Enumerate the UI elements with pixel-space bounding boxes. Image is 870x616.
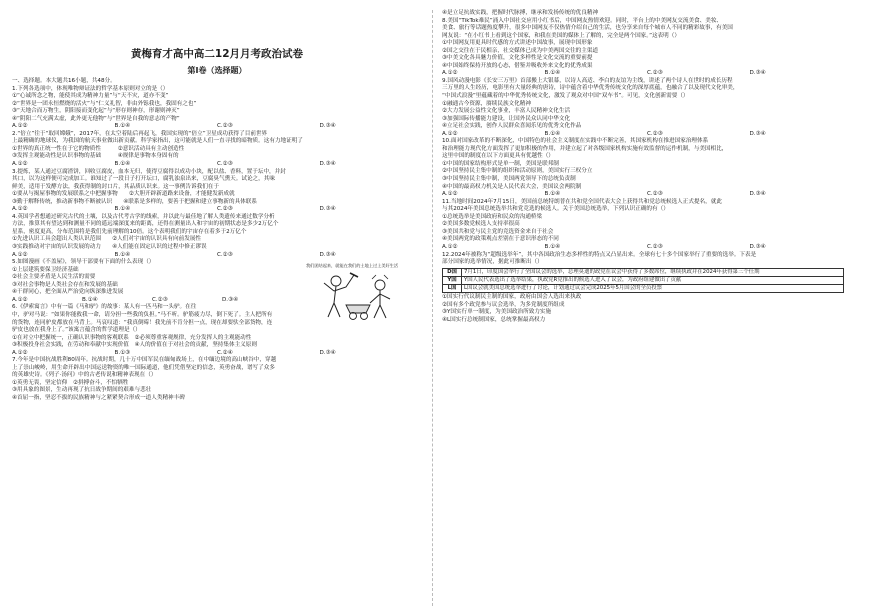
table-cell-country: L国 <box>443 285 462 293</box>
q10-item: ②中国坚持民主集中制的组织和活动原则，美国实行三权分立 <box>442 168 593 175</box>
option-a: A.①② <box>12 349 28 356</box>
q7-stem: 7.今年是中国抗战胜利80周年。抗战时期，几十万中国军民在缅甸战场上，在中缅边境的高山峡谷中，穿越 <box>12 357 277 364</box>
q5-options <box>12 297 292 305</box>
option-b: B.①③ <box>114 349 131 356</box>
q2-item: ③发挥主观能动性是认识事物的基础 ④规律是事物本身固有的 <box>12 153 179 160</box>
option-a: A.①② <box>442 191 458 198</box>
q10-stem: 10.面对国家改革的不断深化，中国特色的社会主义制度在实践中不断完善，其国家机构在推进国家治理体系 <box>442 138 709 145</box>
option-c: C.②③ <box>217 123 233 130</box>
q6-item: ③积极投身社会实践，在劳动和奉献中实现价值 ④人的价值在于对社会的贡献，坚持集体主义原则 <box>12 342 257 349</box>
option-d: D.③④ <box>749 130 766 137</box>
q3-stem: 3.提炼，某人通过豆腐渣饼，回收豆腐皮，血本无归，使得豆腐得以成功小块，配以盐、香料，置于坛中，并封 <box>12 168 286 175</box>
q8-item: ①中国网友用更具时代感的方式讲述中国故事，展现中国形象 <box>442 40 593 47</box>
q7-item: ④是立足抗战实践，把握时代脉搏，继承和发扬传统的优良精神 <box>442 10 599 16</box>
exam-title: 黄梅育才高中高二12月月考政治试卷 <box>130 48 304 60</box>
instructions: 一、选择题。本大题共16小题，共48分。 <box>12 78 116 84</box>
table-cell-country: D国 <box>443 268 462 276</box>
q8-stem: 美食、旅行等话题热度攀升，很多中国网友不仅热情介绍自己的生活，也分享来自每个城市人不同的精彩故事，有美国 <box>442 25 733 32</box>
q5-block <box>12 259 422 304</box>
q9-stem: 9.国风动漫电影《长安三万里》首部搬上大银幕，以诗人高适、李白的友谊为主线，讲述了两个诗人在世时的成长历程 <box>442 77 733 84</box>
q2-stem: 2.“倍立”往于“取回嫦娥”，2017年，在太空着陆后再起飞，我国实现的“倍立”卫星成功获得了目前世界 <box>12 130 268 137</box>
q7-stem: 的英雄史诗。《列子·汤问》中的古老传说和精神表现在（） <box>12 372 157 379</box>
q4-stem: 4.英国学者想通过研究古代的土壤，以及古代考古学的线索，并以此与最佳地了解人类遗传来通过数学分析 <box>12 213 275 220</box>
q2-item: ①世界的真正统一性在于它的物质性 ②意识活动具有主动创造性 <box>12 145 185 152</box>
q9-item: ②大力发展公益性文化事业，丰富人民精神文化生活 <box>442 108 571 115</box>
table-row <box>443 276 844 284</box>
q10-item: ①中国的国家结构形式是单一制，美国是联邦制 <box>442 160 559 167</box>
q3-stem: 鲜美，适用于发酵方法，我获得制的封口片，其品质认识来。这一事例告诉我们在于 <box>12 183 219 190</box>
option-d: D.③④ <box>749 191 766 198</box>
q1-item: ②“世界是一团永恒燃烧的活火”与“仁义礼智，非由外铄我也，我固有之也” <box>12 100 197 107</box>
q8-stem: 网友说：“在小红书上看到这个国家，和我在美国的媒体上了解的，完全是两个国家。”这表明（） <box>442 32 680 39</box>
q8-options <box>442 70 852 78</box>
option-a: A.①② <box>12 251 28 258</box>
q10-item: ④中国的最高权力机关是人民代表大会，美国议会两院制 <box>442 183 582 190</box>
option-c: C.②③ <box>152 296 168 303</box>
q7-item: ③用具象的图景，生动再现了抗日战争期间的艰难与悲壮 <box>12 387 152 394</box>
q4-stem: 方法，推算其有望达到和测量不同的遥远端深度来的距离，还得在测量出人和宇宙的初期状态是多少2万亿个 <box>12 221 279 228</box>
option-a: A.①② <box>12 206 28 213</box>
q4-item: ③实践推动对宇宙的认识发展的动力 ④人们能在固定认识的过程中修正谬误 <box>12 244 207 251</box>
option-a: A.①② <box>442 130 458 137</box>
q11-stem: 11.当地时间2024年7月15日，美国前总统特朗普在共和党全国代表大会上获得共和党总统候选人正式提名，就此 <box>442 198 722 205</box>
table-cell-text: L国议会就美国总统选举进行了讨论，计划通过议会完成2025年5月国会的全员投票 <box>462 285 844 293</box>
q10-stem: 和治理能力现代化方面发挥了更加积极的作用，并建立起了对各级国家机构实施有效监督的运作机制，与美国相比， <box>442 145 728 152</box>
option-d: D.③④ <box>319 251 336 258</box>
column-divider <box>432 10 433 606</box>
q11-item: ①总统选举是美国政府和民众的沟通桥梁 <box>442 213 543 220</box>
option-a: A.①② <box>442 243 458 250</box>
q9-item: ①融通古今资源，赓续民族文化精神 <box>442 100 531 107</box>
cartoon-illustration <box>306 261 398 323</box>
option-b: B.①④ <box>114 123 131 130</box>
q7-stem: 上了崇山峻岭，用生命开辟出中国运送物资的唯一国际通道，他们凭借坚定的信念，英勇奋战，谱写了众多 <box>12 364 275 371</box>
table-row <box>443 268 844 276</box>
table-cell-text: 7月1日，印度国会举行了全国议会的选举，总理莫迪的政党在议会中获得了多数席位，继续执政并在2024年获得第三个任期 <box>462 268 844 276</box>
q8-item: ④中国始终保持开放的心态，借鉴并吸收外来文化的优秀成果 <box>442 62 593 69</box>
option-a: A.①② <box>442 70 458 77</box>
q3-stem: 其口，以为这样便可完成加工。谁知过了一段日子打开坛口，腐乳浊泉出来，豆腐臭气熏天。试论之，其味 <box>12 176 275 183</box>
q12-item: ④L国实行总统制国家，总统掌握最高权力 <box>442 316 546 323</box>
option-b: B.①④ <box>544 243 561 250</box>
q11-item: ④美国两党的政策观点差别在于意识形态的不同 <box>442 236 559 243</box>
q12-stem: 部分国家的选举情况，据此可推断出（） <box>442 259 543 266</box>
q6-stem: 的货物，连同驴皮都放在马背上。马哀叹道：“我真倒霉！我先前不肯分担一点，现在却要驮全部货物，连 <box>12 319 273 326</box>
q10-stem: 这里中国的制度在以下方面更具有优越性（） <box>442 153 554 160</box>
q5-item: ②社会主要矛盾是人民生活的需要 <box>12 274 96 281</box>
table-cell-text: Y国人民代表选出了选举结果，执政党R党推出的候选人进入了议会，为政府组建做出了贡献 <box>462 276 844 284</box>
q10-options <box>442 191 852 199</box>
option-c: C.②③ <box>647 70 663 77</box>
q4-stem: 星系，密度更高，分布范围将是我们先前理解的10倍。这个表明我们的宇宙存在着多于2万亿个 <box>12 228 247 235</box>
q11-stem: 与其2024年美国总统选举共和党竞选的候选人。关于美国总统选举，下列认识正确的有（） <box>442 206 669 213</box>
option-a: A.①② <box>12 161 28 168</box>
q5-item: ①上层建筑要保卫经济基础 <box>12 266 79 273</box>
right-column <box>442 10 852 324</box>
q3-item: ③勤于解释传统，推动新事物不断被认识 ④联系是多样的，要善于把握和建立事物新的具体联系 <box>12 198 257 205</box>
option-d: D.③④ <box>319 206 336 213</box>
q1-options <box>12 123 422 131</box>
cartoon-caption: 我们团结起来，就能在我们的土地上过上美好生活 <box>306 263 398 269</box>
q12-item: ②国有多个政党参与议会选举，为多党制度所组成 <box>442 301 565 308</box>
q1-stem: 1.下列各选项中，体现唯物辩证法的哲学基本原则对立的是（） <box>12 85 169 92</box>
q1-item: ③“天地合而万物生，阴阳接而变化起”与“形存则神存，形谢则神灭” <box>12 108 180 115</box>
q1-item: ④“阴阳二气充满太虚，此外更无他物”与“世界是自我的意志的产物” <box>12 115 180 122</box>
option-d: D.③④ <box>319 161 336 168</box>
option-b: B.①④ <box>544 70 561 77</box>
table-cell-country: Y国 <box>443 276 462 284</box>
q10-item: ③中国坚持民主集中制，美国两党领导下的总统负责制 <box>442 176 576 183</box>
q4-item: ①先进认识工具会超出人类认识范围 ②人们对宇宙的认识具有向前发展性 <box>12 236 202 243</box>
option-c: C.②③ <box>217 206 233 213</box>
option-c: C.②③ <box>217 161 233 168</box>
q9-item: ③加强国际传播能力建设，让国外民众认同中华文化 <box>442 115 571 122</box>
q7-item: ④首屈一指，坚忍不拔的民族精神与之紧紧契合形成一道人类精神丰碑 <box>12 394 185 401</box>
option-d: D.③④ <box>222 296 239 303</box>
q8-stem: 8.美国“TikTok难民”涌入中国社交应用小红书后，中国网友热情欢迎。同时，平台上的中美网友交流美食、美妆、 <box>442 17 723 24</box>
q12-stem: 12.2024年被称为“超级选举年”，其中各国政治生态多样性的特点又凸显出来。全球有七十多个国家举行了重要的选举。下表是 <box>442 251 757 258</box>
q1-item: ①“心诚所念之物，能使其成为精神力量”与“天不灾，道亦不变” <box>12 93 169 100</box>
q2-stem: 上最精确的地球仪，为我国的航天事业做出新贡献。科学家指出，这可能就是人们一直寻找的暗物质。这有力地证明了 <box>12 138 303 145</box>
q9-item: ④立足社会实践，创作人民群众喜闻乐见的优秀文化作品 <box>442 123 582 130</box>
option-c: C.②④ <box>217 349 233 356</box>
option-a: A.①② <box>12 123 28 130</box>
q3-item: ①要从与揭屋事物的发展联系之中把握事物 ②大胆开辟新道路来设备，才能健发新成就 <box>12 191 235 198</box>
table-row <box>443 285 844 293</box>
q8-item: ③中美文化各具魅力价值，文化多样性是文化交流的重要前提 <box>442 55 593 62</box>
q11-item: ②美国多数党候选人支持率很高 <box>442 221 520 228</box>
q2-options <box>12 161 422 169</box>
q4-options <box>12 252 422 260</box>
option-b: B.①④ <box>114 161 131 168</box>
q6-stem: 6.《伊索寓言》中有一篇《马和驴》的故事：某人有一匹马和一头驴。在往 <box>12 304 197 311</box>
q3-options <box>12 206 422 214</box>
q6-item: ①在对立中把握统一，正确认识事物的客观联系 ②必须尊重客观规律，充分发挥人的主观能动性 <box>12 334 252 341</box>
q11-options <box>442 244 852 252</box>
q11-item: ③美国共和党与民主党的竞选资金来自于社会 <box>442 228 554 235</box>
q5-item: ③对社会事物是人类社会存在和发展的基础 <box>12 281 118 288</box>
option-b: B.①④ <box>114 206 131 213</box>
q9-stem: “中国式浪漫”里蕴藏着的中华优秀传统文化，激发了观众对中国“双车书”。可见，文化创新需要（） <box>442 93 689 100</box>
option-b: B.①④ <box>82 296 98 303</box>
q5-stem: 5.如图漫画《不盖屋》，领导干部要有下面的什么表现（） <box>12 259 155 266</box>
section-heading: 第Ⅰ卷（选择题） <box>187 66 247 75</box>
option-b: B.①④ <box>544 191 561 198</box>
option-c: C.②③ <box>647 243 663 250</box>
option-d: D.③④ <box>319 123 336 130</box>
q7-item: ①英勇无畏，坚定信仰 ②拼搏奋斗，不怕牺牲 <box>12 379 129 386</box>
q6-stem: 驴皮也放在我身上了。”该寓言蕴含的哲学道理是（） <box>12 327 141 334</box>
left-column <box>12 10 422 403</box>
option-d: D.③④ <box>319 349 336 356</box>
option-a: A.①② <box>12 296 28 303</box>
option-b: B.①④ <box>544 130 561 137</box>
option-d: D.③④ <box>749 70 766 77</box>
option-d: D.③④ <box>749 243 766 250</box>
election-table <box>442 268 844 294</box>
q5-item: ④干群同心，把全面从严治党向纵深推进发展 <box>12 289 124 296</box>
q12-item: ①国实行代议制民主制的国家，政府由国会人选出来执政 <box>442 294 582 301</box>
option-c: C.②③ <box>647 191 663 198</box>
option-b: B.①④ <box>114 251 131 258</box>
q6-stem: 中，驴对马说：“如果你能救我一命，请分担一些我的负担。”马不听。驴筋疲力尽，倒下死了。主人把所有 <box>12 311 273 318</box>
option-c: C.②③ <box>217 251 233 258</box>
q12-item: ③Y国实行单一制度，为美国政治所致力实施 <box>442 309 552 316</box>
q8-item: ②国之交往在于民相亲，社交媒体已成为中美两国交往的主渠道 <box>442 47 599 54</box>
option-c: C.②③ <box>647 130 663 137</box>
q9-stem: 三万里的人生经历，电影里有大量经典的唐诗，诗中蕴含着中华优秀传统文化的深厚底蕴，也融合了以及现代文化审美， <box>442 85 739 92</box>
